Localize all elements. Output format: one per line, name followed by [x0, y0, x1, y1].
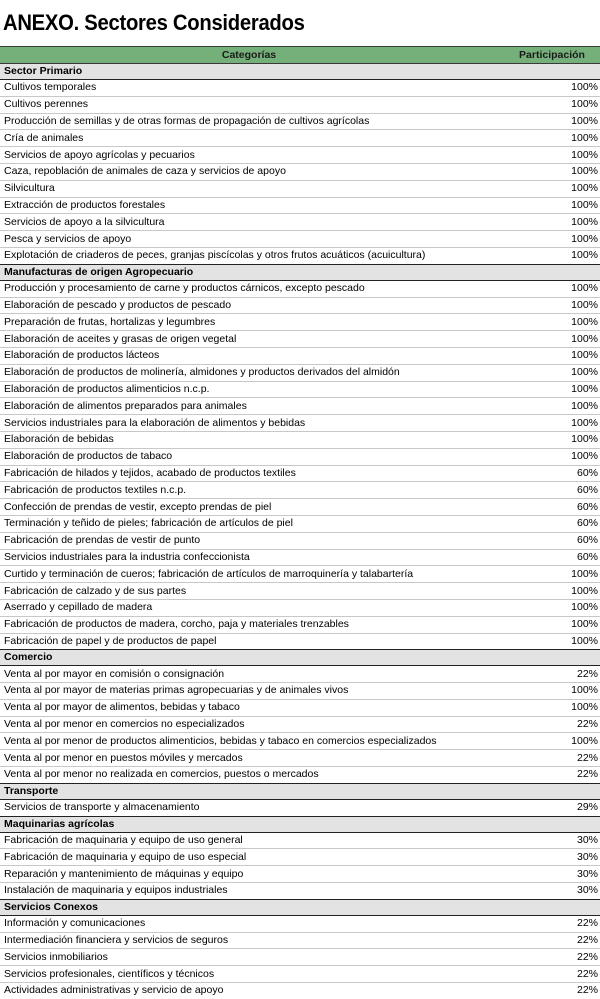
category-cell: Fabricación de prendas de vestir de punto	[0, 532, 498, 549]
category-cell: Elaboración de productos de molinería, almidones y productos derivados del almidón	[0, 364, 498, 381]
table-row	[0, 616, 600, 633]
category-cell: Extracción de productos forestales	[0, 197, 498, 214]
category-cell: Servicios profesionales, científicos y técnicos	[0, 966, 498, 983]
participation-cell: 100%	[498, 80, 600, 97]
table-body	[0, 64, 600, 999]
section-name: Manufacturas de origen Agropecuario	[0, 264, 600, 280]
section-header-row	[0, 816, 600, 832]
category-cell: Producción de semillas y de otras formas de propagación de cultivos agrícolas	[0, 113, 498, 130]
participation-cell: 100%	[498, 180, 600, 197]
participation-cell: 100%	[498, 280, 600, 297]
category-cell: Venta al por mayor en comisión o consignación	[0, 666, 498, 683]
category-cell: Actividades administrativas y servicio de apoyo	[4, 984, 224, 997]
category-cell: Curtido y terminación de cueros; fabricación de artículos de marroquinería y talabartería	[0, 566, 498, 583]
table-row	[0, 767, 600, 784]
participation-cell: 30%	[498, 832, 600, 849]
participation-cell: 100%	[498, 448, 600, 465]
participation-cell: 22%	[498, 966, 600, 983]
table-row	[0, 799, 600, 816]
participation-cell: 100%	[498, 599, 600, 616]
participation-cell: 100%	[498, 163, 600, 180]
table-row	[0, 314, 600, 331]
category-cell: Elaboración de alimentos preparados para animales	[0, 398, 498, 415]
participation-cell: 30%	[498, 849, 600, 866]
table-row	[0, 147, 600, 164]
participation-cell: 100%	[498, 398, 600, 415]
participation-cell: 100%	[498, 364, 600, 381]
category-cell: Elaboración de aceites y grasas de origen vegetal	[0, 331, 498, 348]
table-row	[0, 932, 600, 949]
table-row	[0, 130, 600, 147]
participation-cell: 100%	[571, 249, 598, 262]
category-cell: Fabricación de maquinaria y equipo de uso general	[0, 832, 498, 849]
table-row	[0, 499, 600, 516]
category-cell: Elaboración de pescado y productos de pescado	[0, 297, 498, 314]
category-cell: Cultivos temporales	[0, 80, 498, 97]
participation-cell: 100%	[498, 231, 600, 248]
participation-cell: 22%	[576, 768, 598, 781]
table-row	[0, 633, 600, 650]
table-row	[0, 599, 600, 616]
table-row	[0, 883, 600, 900]
participation-cell: 100%	[498, 415, 600, 432]
table-row	[0, 666, 600, 683]
participation-cell: 100%	[498, 616, 600, 633]
table-header-row	[0, 47, 600, 64]
table-row	[0, 699, 600, 716]
participation-cell: 100%	[498, 431, 600, 448]
section-name: Servicios Conexos	[0, 899, 600, 915]
participation-cell: 100%	[498, 566, 600, 583]
participation-cell: 100%	[498, 147, 600, 164]
table-row	[0, 431, 600, 448]
participation-cell: 60%	[498, 549, 600, 566]
section-name: Maquinarias agrícolas	[0, 816, 600, 832]
category-cell: Venta al por mayor de materias primas agropecuarias y de animales vivos	[0, 683, 498, 700]
section-name: Transporte	[0, 783, 600, 799]
table-row	[0, 448, 600, 465]
category-cell: Servicios de apoyo a la silvicultura	[0, 214, 498, 231]
category-cell: Pesca y servicios de apoyo	[0, 231, 498, 248]
section-header-row	[0, 899, 600, 915]
participation-cell: 22%	[576, 984, 598, 997]
table-row	[0, 364, 600, 381]
table-row	[0, 415, 600, 432]
table-row	[0, 983, 600, 999]
category-cell: Elaboración de productos de tabaco	[0, 448, 498, 465]
category-cell: Servicios industriales para la elaboración de alimentos y bebidas	[0, 415, 498, 432]
table-row	[0, 297, 600, 314]
category-cell: Cría de animales	[0, 130, 498, 147]
table-row	[0, 733, 600, 750]
header-participation: Participación	[498, 47, 600, 64]
participation-cell: 100%	[498, 683, 600, 700]
table-row	[0, 482, 600, 499]
participation-cell: 30%	[576, 884, 598, 897]
category-cell: Silvicultura	[0, 180, 498, 197]
participation-cell: 22%	[498, 915, 600, 932]
participation-cell: 100%	[498, 733, 600, 750]
participation-cell: 30%	[498, 866, 600, 883]
category-cell: Fabricación de productos textiles n.c.p.	[0, 482, 498, 499]
table-row	[0, 331, 600, 348]
table-row	[0, 398, 600, 415]
table-row	[0, 832, 600, 849]
participation-cell: 100%	[498, 583, 600, 600]
category-cell: Venta al por menor no realizada en comercios, puestos o mercados	[4, 768, 319, 781]
page-title: ANEXO. Sectores Considerados	[3, 10, 305, 35]
section-name: Sector Primario	[0, 64, 600, 80]
category-cell: Fabricación de hilados y tejidos, acabado de productos textiles	[0, 465, 498, 482]
participation-cell: 100%	[498, 347, 600, 364]
table-row	[0, 583, 600, 600]
table-row	[0, 966, 600, 983]
participation-cell: 100%	[498, 297, 600, 314]
table-row	[0, 214, 600, 231]
table-row	[0, 96, 600, 113]
table-row	[0, 381, 600, 398]
participation-cell: 60%	[498, 515, 600, 532]
category-cell: Aserrado y cepillado de madera	[0, 599, 498, 616]
table-row	[0, 949, 600, 966]
section-header-row	[0, 650, 600, 666]
header-category: Categorías	[0, 47, 498, 64]
participation-cell: 60%	[498, 499, 600, 516]
category-cell: Cultivos perennes	[0, 96, 498, 113]
table-row	[0, 549, 600, 566]
category-cell: Reparación y mantenimiento de máquinas y equipo	[0, 866, 498, 883]
table-row	[0, 566, 600, 583]
section-name: Comercio	[0, 650, 600, 666]
table-row	[0, 716, 600, 733]
category-cell: Fabricación de calzado y de sus partes	[0, 583, 498, 600]
category-cell: Servicios industriales para la industria confeccionista	[0, 549, 498, 566]
participation-cell: 22%	[498, 932, 600, 949]
section-header-row	[0, 64, 600, 80]
category-cell: Instalación de maquinaria y equipos industriales	[4, 884, 228, 897]
category-cell: Servicios inmobiliarios	[0, 949, 498, 966]
participation-cell: 100%	[498, 214, 600, 231]
participation-cell: 100%	[498, 381, 600, 398]
table-row	[0, 915, 600, 932]
participation-cell: 100%	[498, 699, 600, 716]
table-row	[0, 515, 600, 532]
table-row	[0, 750, 600, 767]
category-cell: Servicios de transporte y almacenamiento	[4, 801, 200, 814]
participation-cell: 100%	[498, 96, 600, 113]
participation-cell: 22%	[498, 716, 600, 733]
category-cell: Explotación de criaderos de peces, granjas piscícolas y otros frutos acuáticos (acuicultura)	[4, 249, 426, 262]
participation-cell: 100%	[498, 130, 600, 147]
category-cell: Fabricación de maquinaria y equipo de uso especial	[0, 849, 498, 866]
participation-cell: 100%	[498, 113, 600, 130]
table-row	[0, 163, 600, 180]
category-cell: Intermediación financiera y servicios de seguros	[0, 932, 498, 949]
category-cell: Elaboración de bebidas	[0, 431, 498, 448]
participation-cell: 60%	[498, 482, 600, 499]
participation-cell: 100%	[498, 331, 600, 348]
table-row	[0, 247, 600, 264]
table-row	[0, 197, 600, 214]
participation-cell: 60%	[498, 532, 600, 549]
category-cell: Producción y procesamiento de carne y productos cárnicos, excepto pescado	[0, 280, 498, 297]
table-row	[0, 180, 600, 197]
category-cell: Venta al por menor de productos alimenticios, bebidas y tabaco en comercios especializados	[0, 733, 498, 750]
category-cell: Terminación y teñido de pieles; fabricación de artículos de piel	[0, 515, 498, 532]
category-cell: Servicios de apoyo agrícolas y pecuarios	[0, 147, 498, 164]
category-cell: Venta al por mayor de alimentos, bebidas y tabaco	[0, 699, 498, 716]
category-cell: Venta al por menor en puestos móviles y mercados	[0, 750, 498, 767]
category-cell: Preparación de frutas, hortalizas y legumbres	[0, 314, 498, 331]
category-cell: Venta al por menor en comercios no especializados	[0, 716, 498, 733]
section-header-row	[0, 783, 600, 799]
category-cell: Fabricación de productos de madera, corcho, paja y materiales trenzables	[0, 616, 498, 633]
category-cell: Información y comunicaciones	[0, 915, 498, 932]
participation-cell: 100%	[571, 634, 598, 647]
table-row	[0, 347, 600, 364]
table-row	[0, 532, 600, 549]
participation-cell: 29%	[576, 801, 598, 814]
table-row	[0, 231, 600, 248]
category-cell: Elaboración de productos alimenticios n.c.p.	[0, 381, 498, 398]
participation-cell: 100%	[498, 197, 600, 214]
table-row	[0, 465, 600, 482]
participation-cell: 22%	[498, 666, 600, 683]
category-cell: Confección de prendas de vestir, excepto prendas de piel	[0, 499, 498, 516]
category-cell: Caza, repoblación de animales de caza y servicios de apoyo	[0, 163, 498, 180]
participation-cell: 100%	[498, 314, 600, 331]
participation-cell: 22%	[498, 750, 600, 767]
table-row	[0, 866, 600, 883]
table-row	[0, 683, 600, 700]
category-cell: Elaboración de productos lácteos	[0, 347, 498, 364]
category-cell: Fabricación de papel y de productos de papel	[4, 634, 217, 647]
table-row	[0, 280, 600, 297]
participation-cell: 60%	[498, 465, 600, 482]
sectors-table	[0, 46, 600, 999]
table-row	[0, 849, 600, 866]
table-row	[0, 113, 600, 130]
section-header-row	[0, 264, 600, 280]
participation-cell: 22%	[498, 949, 600, 966]
table-row	[0, 80, 600, 97]
